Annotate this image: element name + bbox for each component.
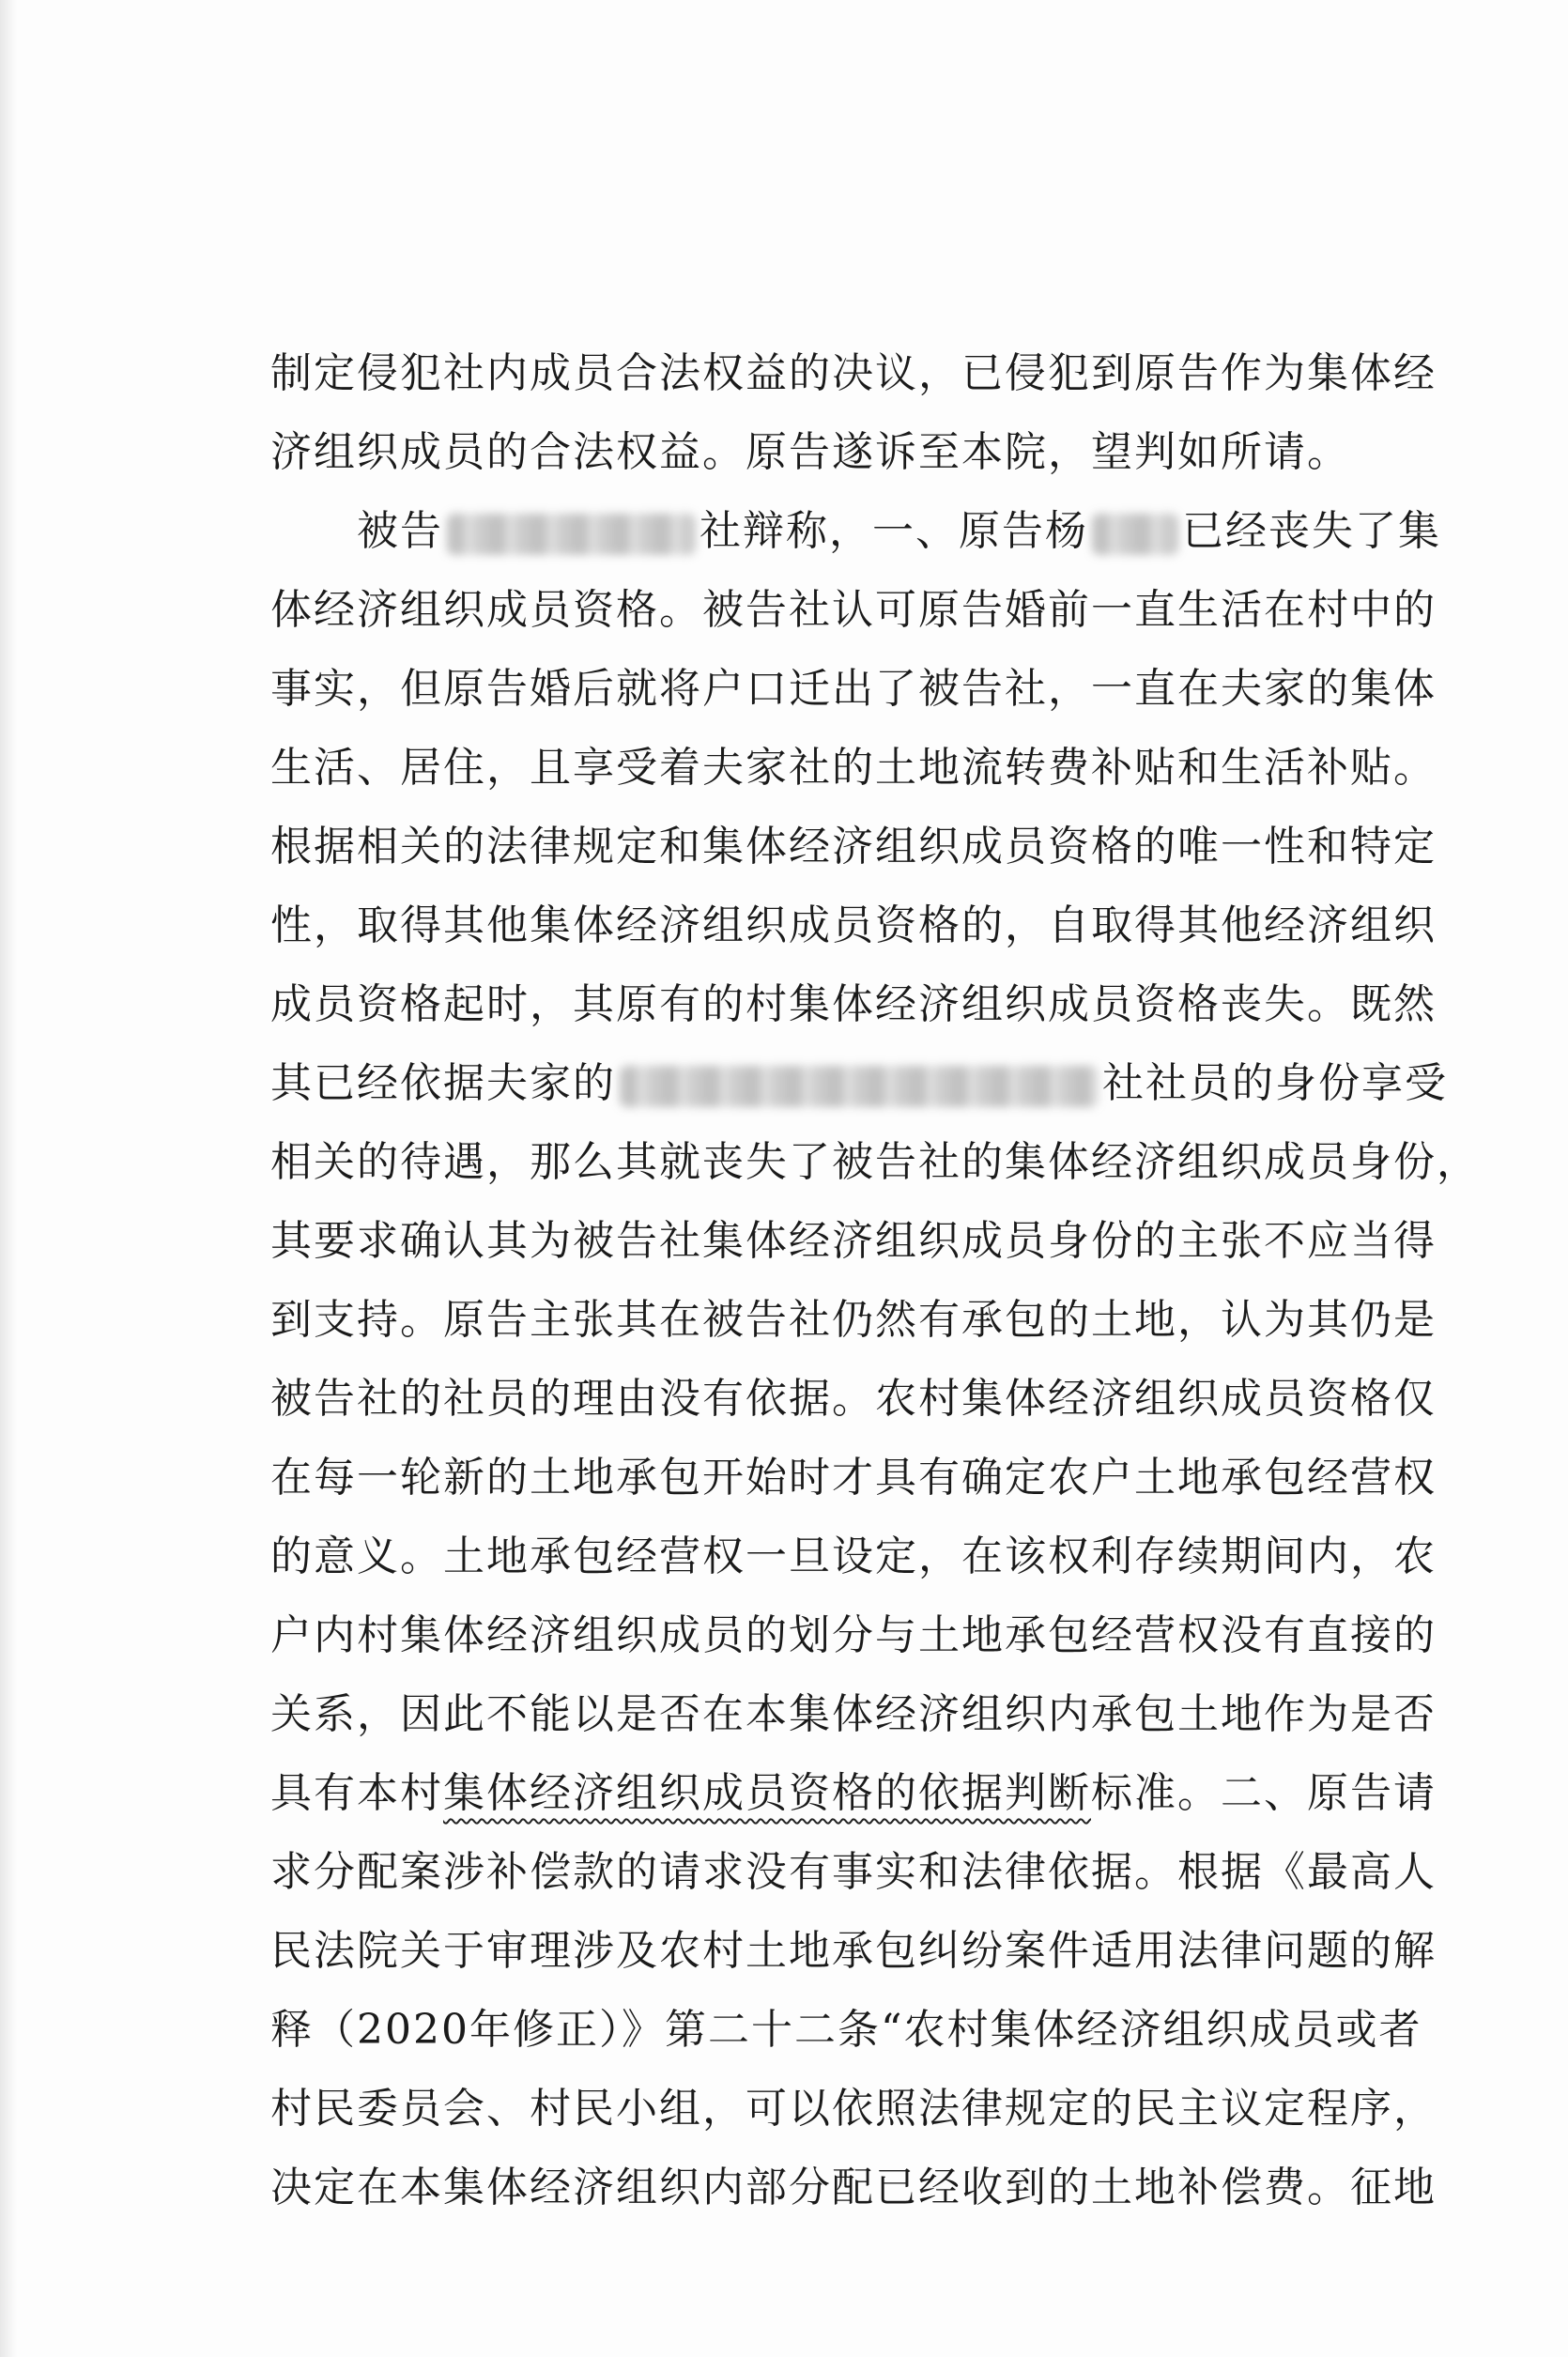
redacted-name — [447, 514, 696, 555]
text-line: 根据相关的法律规定和集体经济组织成员资格的唯一性和特定 — [270, 823, 1437, 870]
handwritten-underline-text: 集体经济组织成员资格的依据判断 — [443, 1769, 1091, 1817]
redacted-name — [620, 1066, 1099, 1107]
text-line — [270, 1044, 1448, 1123]
text-line: 事实，但原告婚后就将户口迁出了被告社，一直在夫家的集体 — [270, 665, 1437, 713]
text-segment: 标准。二、原告请 — [1091, 1769, 1437, 1817]
text-segment: 社社员的身份享受 — [1102, 1059, 1448, 1107]
text-line: 在每一轮新的土地承包开始时才具有确定农户土地承包经营权 — [270, 1454, 1437, 1502]
text-line: 户内村集体经济组织成员的划分与土地承包经营权没有直接的 — [270, 1611, 1437, 1659]
text-line: 相关的待遇，那么其就丧失了被告社的集体经济组织成员身份， — [270, 1138, 1480, 1186]
text-line-paragraph-start — [270, 492, 1439, 571]
document-body — [270, 334, 1480, 2227]
text-line: 民法院关于审理涉及农村土地承包纠纷案件适用法律问题的解 — [270, 1927, 1437, 1975]
text-segment: 社辩称，一、原告杨 — [699, 507, 1088, 555]
text-line: 成员资格起时，其原有的村集体经济组织成员资格丧失。既然 — [270, 980, 1437, 1028]
text-line — [270, 1754, 1439, 1833]
text-line: 制定侵犯社内成员合法权益的决议，已侵犯到原告作为集体经 — [270, 349, 1437, 397]
text-line: 到支持。原告主张其在被告社仍然有承包的土地，认为其仍是 — [270, 1296, 1437, 1344]
text-line: 释（2020年修正）》第二十二条“农村集体经济组织成员或者 — [270, 2006, 1422, 2054]
text-segment: 已经丧失了集 — [1182, 507, 1441, 555]
text-line: 村民委员会、村民小组，可以依照法律规定的民主议定程序， — [270, 2085, 1437, 2133]
text-line: 济组织成员的合法权益。原告遂诉至本院，望判如所请。 — [270, 428, 1350, 476]
text-line: 决定在本集体经济组织内部分配已经收到的土地补偿费。征地 — [270, 2164, 1437, 2211]
text-line: 关系，因此不能以是否在本集体经济组织内承包土地作为是否 — [270, 1690, 1437, 1738]
text-segment: 具有本村 — [270, 1769, 443, 1817]
text-segment: 被告 — [357, 507, 443, 555]
scan-edge-shadow — [0, 0, 17, 2357]
text-line: 求分配案涉补偿款的请求没有事实和法律依据。根据《最高人 — [270, 1848, 1437, 1896]
redacted-name — [1092, 514, 1178, 555]
text-line: 的意义。土地承包经营权一旦设定，在该权利存续期间内，农 — [270, 1533, 1437, 1580]
text-line: 其要求确认其为被告社集体经济组织成员身份的主张不应当得 — [270, 1217, 1437, 1265]
text-line: 性，取得其他集体经济组织成员资格的，自取得其他经济组织 — [270, 901, 1437, 949]
text-segment: 其已经依据夫家的 — [270, 1059, 616, 1107]
text-line: 生活、居住，且享受着夫家社的土地流转费补贴和生活补贴。 — [270, 744, 1437, 792]
text-line: 被告社的社员的理由没有依据。农村集体经济组织成员资格仅 — [270, 1375, 1437, 1423]
text-line: 体经济组织成员资格。被告社认可原告婚前一直生活在村中的 — [270, 586, 1437, 634]
